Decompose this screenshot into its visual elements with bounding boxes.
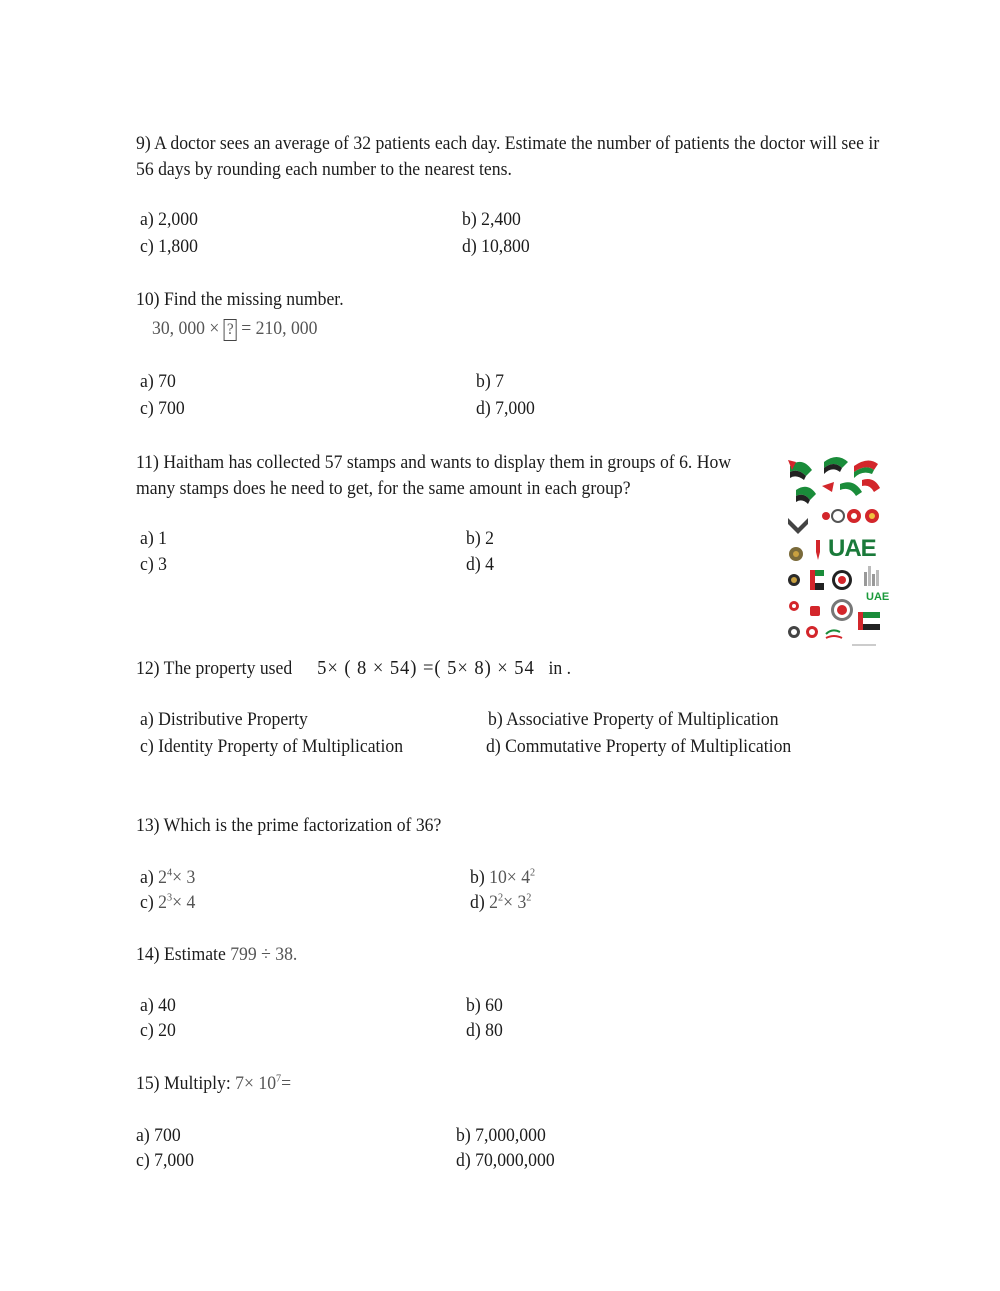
q13-option-c: c) $2^3\times 4$ [140,891,196,913]
q15-text [136,1072,291,1096]
uae-small-text: UAE [866,591,890,603]
q12-expression: 5× ( 8 × 54) =( 5× 8) × 54 [317,657,535,679]
q10-expr-right: = 210, 000 [241,318,318,339]
q14-option-b: b) 60 [466,995,503,1016]
q10-text: 10) Find the missing number. [136,289,344,310]
q12-option-c: c) Identity Property of Multiplication [140,736,404,757]
q10-expression [152,317,317,341]
q13-option-a: a) $2^4\times 3$ [140,866,196,888]
q11-option-b: b) 2 [466,528,494,549]
q10-option-c: c) 700 [140,398,185,419]
q13-text: 13) Which is the prime factorization of 36? [136,815,442,836]
q12-option-a: a) Distributive Property [140,709,308,730]
q15-expression: $7\times 10^7=$ [235,1072,292,1094]
q14-option-c: c) 20 [140,1020,176,1041]
q10-missing-box: ? [224,319,237,341]
q10-option-b: b) 7 [476,371,504,392]
q12-suffix: in . [548,658,572,679]
uae-stickers-image [782,448,892,658]
q9-option-a: a) 2,000 [140,209,198,230]
q9-option-d: d) 10,800 [462,236,530,257]
q11-option-c: c) 3 [140,554,167,575]
q15-option-a: a) 700 [136,1125,181,1146]
q14-option-d: d) 80 [466,1020,503,1041]
uae-large-text: UAE [828,535,876,562]
q11-text-line1: 11) Haitham has collected 57 stamps and wants to display them in groups of 6. How [136,452,732,473]
q14-text [136,943,297,967]
q10-expr-left: 30, 000 × [152,318,220,339]
q15-label: 15) Multiply: [136,1073,231,1094]
q14-label: 14) Estimate [136,944,226,965]
q15-option-b: b) 7,000,000 [456,1125,546,1146]
q9-text-line1: 9) A doctor sees an average of 32 patients each day. Estimate the number of patients the doctor will see ir [136,133,880,154]
q10-option-a: a) 70 [140,371,176,392]
q9-option-c: c) 1,800 [140,236,198,257]
q10-option-d: d) 7,000 [476,398,535,419]
q12-text [136,656,571,681]
q11-text-line2: many stamps does he need to get, for the same amount in each group? [136,478,631,499]
q14-expression: 799 ÷ 38. [230,944,298,965]
q14-option-a: a) 40 [140,995,176,1016]
q9-text-line2: 56 days by rounding each number to the nearest tens. [136,159,512,180]
q15-option-c: c) 7,000 [136,1150,194,1171]
q13-option-d: d) $2^2\times 3^2$ [470,891,532,913]
q15-option-d: d) 70,000,000 [456,1150,555,1171]
q12-option-b: b) Associative Property of Multiplication [488,709,779,730]
q12-label: 12) The property used [136,658,293,679]
q12-option-d: d) Commutative Property of Multiplication [486,736,792,757]
q9-option-b: b) 2,400 [462,209,521,230]
q11-option-d: d) 4 [466,554,494,575]
q11-option-a: a) 1 [140,528,167,549]
q13-option-b: b) $10\times 4^2$ [470,866,536,888]
